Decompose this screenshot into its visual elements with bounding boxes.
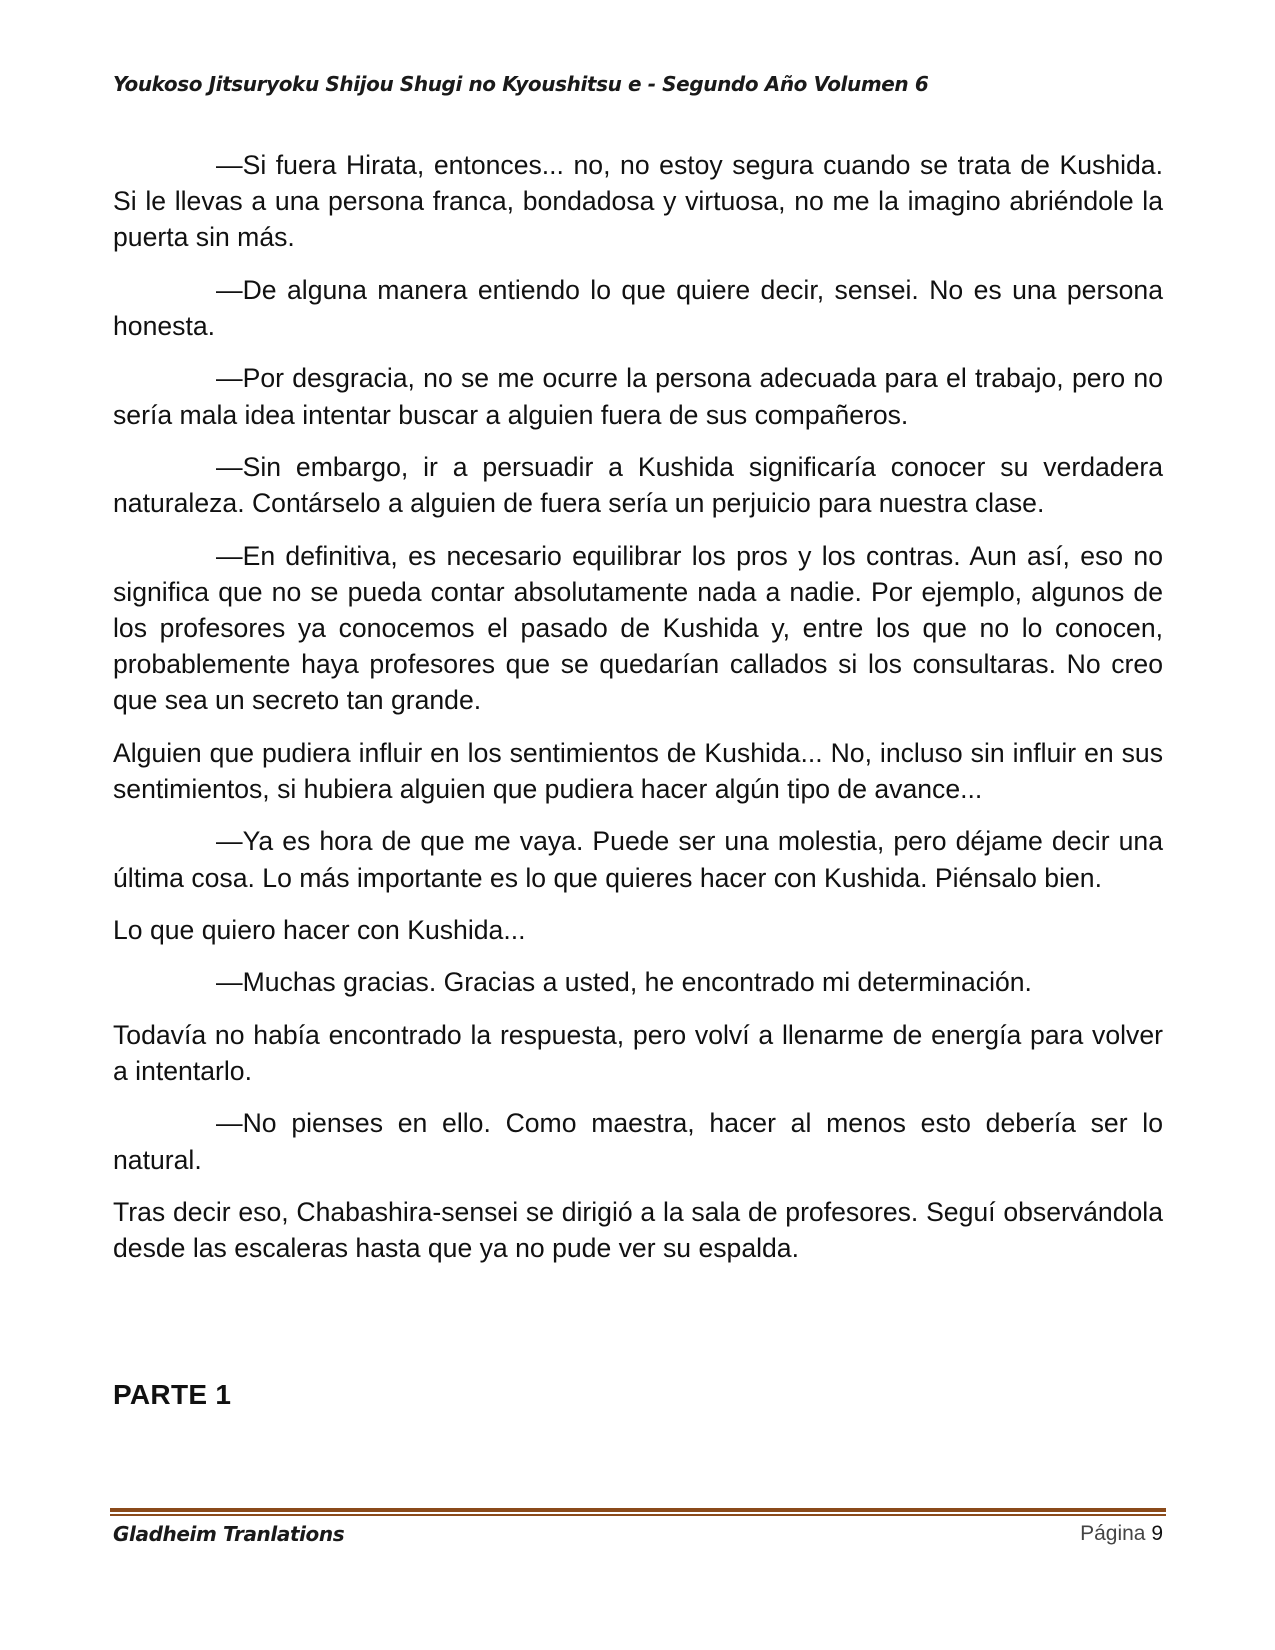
- paragraph: —Ya es hora de que me vaya. Puede ser una molestia, pero déjame decir una última cosa. Lo más importante es lo que quieres hacer con Kushida. Piénsalo bien.: [113, 826, 1163, 893]
- paragraph: —No pienses en ello. Como maestra, hacer al menos esto debería ser lo natural.: [113, 1108, 1163, 1175]
- page-body: [113, 147, 1163, 1283]
- page-number-value: 9: [1151, 1522, 1163, 1545]
- footer-divider-thick: [110, 1508, 1166, 1512]
- paragraph: —En definitiva, es necesario equilibrar los pros y los contras. Aun así, eso no significa que no se pueda contar absolutamente nada a nadie. Por ejemplo, algunos de los profesores ya conocemos el pasado de Kushida y, entre los que no lo conocen, probablemente haya profesores que se quedarían callados si los consultaras. No creo que sea un secreto tan grande.: [113, 540, 1163, 716]
- footer-credit: Gladheim Tranlations: [113, 1522, 345, 1546]
- paragraph: —Si fuera Hirata, entonces... no, no estoy segura cuando se trata de Kushida. Si le llevas a una persona franca, bondadosa y virtuosa, no me la imagino abriéndole la puerta sin más.: [113, 150, 1163, 253]
- footer-divider-thin: [110, 1514, 1166, 1516]
- page-label: Página: [1080, 1522, 1146, 1545]
- paragraph: Lo que quiero hacer con Kushida...: [113, 914, 526, 945]
- paragraph: —Sin embargo, ir a persuadir a Kushida significaría conocer su verdadera naturaleza. Contárselo a alguien de fuera sería un perjuicio para nuestra clase.: [113, 451, 1163, 519]
- running-header: [113, 72, 1163, 96]
- paragraph: Tras decir eso, Chabashira-sensei se dirigió a la sala de profesores. Seguí observándola desde las escaleras hasta que ya no pude ver su espalda.: [113, 1196, 1163, 1264]
- paragraph: Alguien que pudiera influir en los sentimientos de Kushida... No, incluso sin influir en sus sentimientos, si hubiera alguien que pudiera hacer algún tipo de avance...: [113, 737, 1163, 804]
- paragraph: —De alguna manera entiendo lo que quiere decir, sensei. No es una persona honesta.: [113, 274, 1163, 341]
- book-title: Youkoso Jitsuryoku Shijou Shugi no Kyoushitsu e - Segundo Año Volumen 6: [113, 72, 929, 96]
- paragraph: —Muchas gracias. Gracias a usted, he encontrado mi determinación.: [216, 967, 1032, 998]
- section-heading: PARTE 1: [113, 1379, 232, 1410]
- page-number: [1080, 1522, 1163, 1546]
- footer-divider: [110, 1508, 1166, 1516]
- paragraph: —Por desgracia, no se me ocurre la persona adecuada para el trabajo, pero no sería mala idea intentar buscar a alguien fuera de sus compañeros.: [113, 363, 1163, 430]
- paragraph: Todavía no había encontrado la respuesta, pero volví a llenarme de energía para volver a intentarlo.: [113, 1019, 1163, 1086]
